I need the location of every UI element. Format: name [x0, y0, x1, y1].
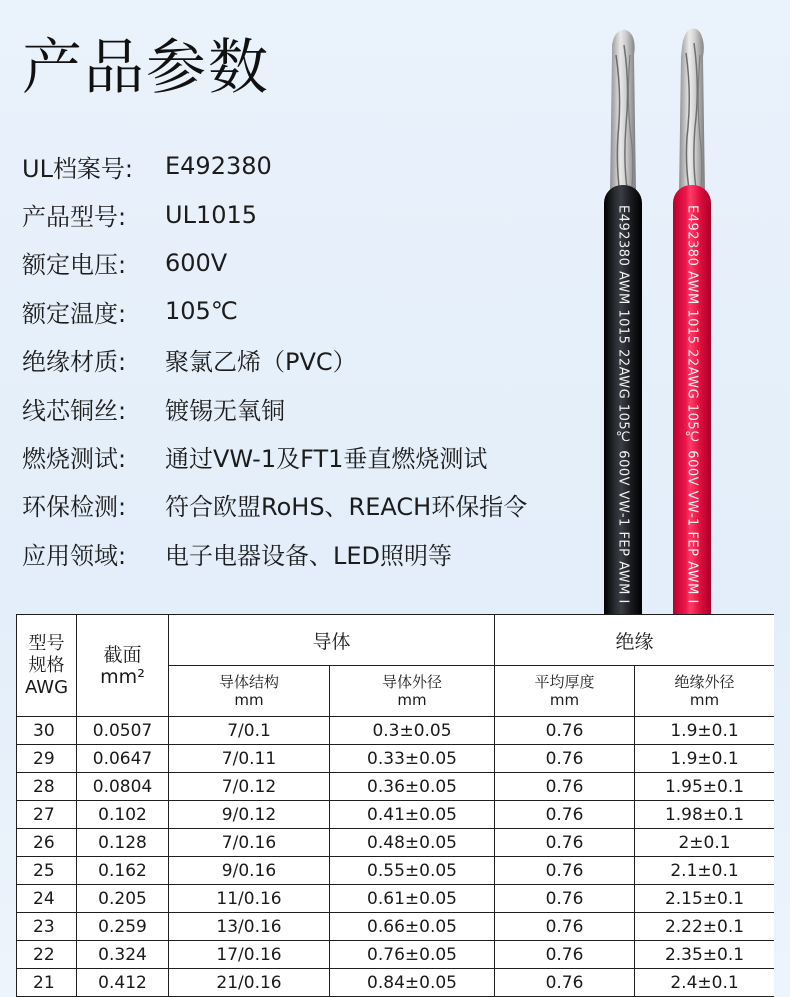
spec-row [22, 142, 582, 190]
table-cell: 0.33±0.05 [330, 745, 495, 773]
table-cell: 0.76 [495, 913, 635, 941]
table-cell: 0.76 [495, 969, 635, 997]
table-cell: 24 [17, 885, 77, 913]
table-cell: 26 [17, 829, 77, 857]
spec-label: 线芯铜丝: [22, 396, 127, 425]
header-awg: 型号 规格 AWG [17, 615, 77, 717]
copper-strands-icon [675, 25, 709, 195]
table-cell: 0.76 [495, 773, 635, 801]
table-row [17, 941, 775, 969]
spec-row [22, 287, 582, 335]
spec-row [22, 481, 582, 529]
table-cell: 7/0.12 [169, 773, 330, 801]
table-cell: 1.9±0.1 [635, 717, 774, 745]
spec-row [22, 190, 582, 238]
table-cell: 1.95±0.1 [635, 773, 774, 801]
table-cell: 0.102 [77, 801, 169, 829]
table-cell: 0.76 [495, 801, 635, 829]
spec-label: 环保检测: [22, 493, 127, 522]
table-cell: 22 [17, 941, 77, 969]
table-cell: 21 [17, 969, 77, 997]
table-row [17, 773, 775, 801]
table-cell: 1.9±0.1 [635, 745, 774, 773]
table-cell: 0.162 [77, 857, 169, 885]
table-cell: 0.259 [77, 913, 169, 941]
spec-value: 聚氯乙烯（PVC） [165, 348, 357, 377]
header-insulation: 绝缘 [495, 615, 774, 666]
table-row [17, 857, 775, 885]
spec-value: 105℃ [165, 297, 238, 326]
spec-label: 额定温度: [22, 299, 127, 328]
spec-list [22, 142, 582, 578]
spec-row [22, 239, 582, 287]
red-cable-print: E492380 AWM 1015 22AWG 105℃ 600V VW-1 FEP AWM I [684, 205, 700, 604]
spec-row [22, 384, 582, 432]
table-cell: 13/0.16 [169, 913, 330, 941]
spec-value: 600V [165, 248, 228, 277]
table-cell: 29 [17, 745, 77, 773]
table-cell: 0.412 [77, 969, 169, 997]
table-row [17, 745, 775, 773]
table-cell: 25 [17, 857, 77, 885]
table-cell: 0.76 [495, 885, 635, 913]
header-conductor-structure: 导体结构 mm [169, 666, 330, 717]
table-cell: 0.76 [495, 829, 635, 857]
table-cell: 2.15±0.1 [635, 885, 774, 913]
spec-label: 产品型号: [22, 203, 127, 232]
table-row [17, 717, 775, 745]
table-cell: 27 [17, 801, 77, 829]
header-avg-thickness: 平均厚度 mm [495, 666, 635, 717]
spec-label: 应用领域: [22, 541, 127, 570]
table-cell: 9/0.16 [169, 857, 330, 885]
table-cell: 0.84±0.05 [330, 969, 495, 997]
table-cell: 7/0.11 [169, 745, 330, 773]
spec-row [22, 432, 582, 480]
table-cell: 0.0647 [77, 745, 169, 773]
table-cell: 30 [17, 717, 77, 745]
table-cell: 2.1±0.1 [635, 857, 774, 885]
table-row [17, 913, 775, 941]
spec-label: 燃烧测试: [22, 445, 127, 474]
spec-label: 绝缘材质: [22, 348, 127, 377]
header-insulation-od: 绝缘外径 mm [635, 666, 774, 717]
header-conductor-od: 导体外径 mm [330, 666, 495, 717]
table-cell: 0.55±0.05 [330, 857, 495, 885]
table-cell: 0.76±0.05 [330, 941, 495, 969]
table-cell: 0.41±0.05 [330, 801, 495, 829]
header-conductor: 导体 [169, 615, 495, 666]
spec-value: 电子电器设备、LED照明等 [165, 541, 453, 570]
table-cell: 0.76 [495, 857, 635, 885]
spec-value: 镀锡无氧铜 [165, 396, 285, 425]
table-cell: 0.324 [77, 941, 169, 969]
table-cell: 17/0.16 [169, 941, 330, 969]
table-cell: 0.48±0.05 [330, 829, 495, 857]
table-cell: 2±0.1 [635, 829, 774, 857]
table-cell: 1.98±0.1 [635, 801, 774, 829]
table-cell: 7/0.1 [169, 717, 330, 745]
table-cell: 0.66±0.05 [330, 913, 495, 941]
spec-row [22, 336, 582, 384]
table-cell: 0.76 [495, 745, 635, 773]
table-row [17, 801, 775, 829]
spec-row [22, 529, 582, 577]
table-cell: 2.4±0.1 [635, 969, 774, 997]
table-cell: 0.128 [77, 829, 169, 857]
table-row [17, 885, 775, 913]
table-cell: 11/0.16 [169, 885, 330, 913]
table-cell: 0.3±0.05 [330, 717, 495, 745]
table-cell: 0.76 [495, 941, 635, 969]
spec-label: 额定电压: [22, 251, 127, 280]
table-cell: 7/0.16 [169, 829, 330, 857]
spec-value: UL1015 [165, 200, 258, 229]
table-cell: 0.76 [495, 717, 635, 745]
spec-value: E492380 [165, 152, 272, 181]
table-cell: 9/0.12 [169, 801, 330, 829]
header-area: 截面 mm² [77, 615, 169, 717]
table-cell: 28 [17, 773, 77, 801]
table-cell: 0.36±0.05 [330, 773, 495, 801]
table-cell: 0.0804 [77, 773, 169, 801]
table-row [17, 969, 775, 997]
table-row [17, 829, 775, 857]
spec-value: 通过VW-1及FT1垂直燃烧测试 [165, 445, 488, 474]
table-cell: 2.22±0.1 [635, 913, 774, 941]
table-cell: 23 [17, 913, 77, 941]
copper-strands-icon [606, 25, 640, 195]
spec-table [16, 614, 774, 997]
table-cell: 2.35±0.1 [635, 941, 774, 969]
table-cell: 0.0507 [77, 717, 169, 745]
spec-value: 符合欧盟RoHS、REACH环保指令 [165, 493, 528, 522]
page-title: 产品参数 [22, 33, 270, 103]
black-cable-print: E492380 AWM 1015 22AWG 105℃ 600V VW-1 FEP AWM I [615, 205, 631, 604]
table-cell: 21/0.16 [169, 969, 330, 997]
spec-label: UL档案号: [22, 154, 134, 183]
table-cell: 0.205 [77, 885, 169, 913]
table-cell: 0.61±0.05 [330, 885, 495, 913]
